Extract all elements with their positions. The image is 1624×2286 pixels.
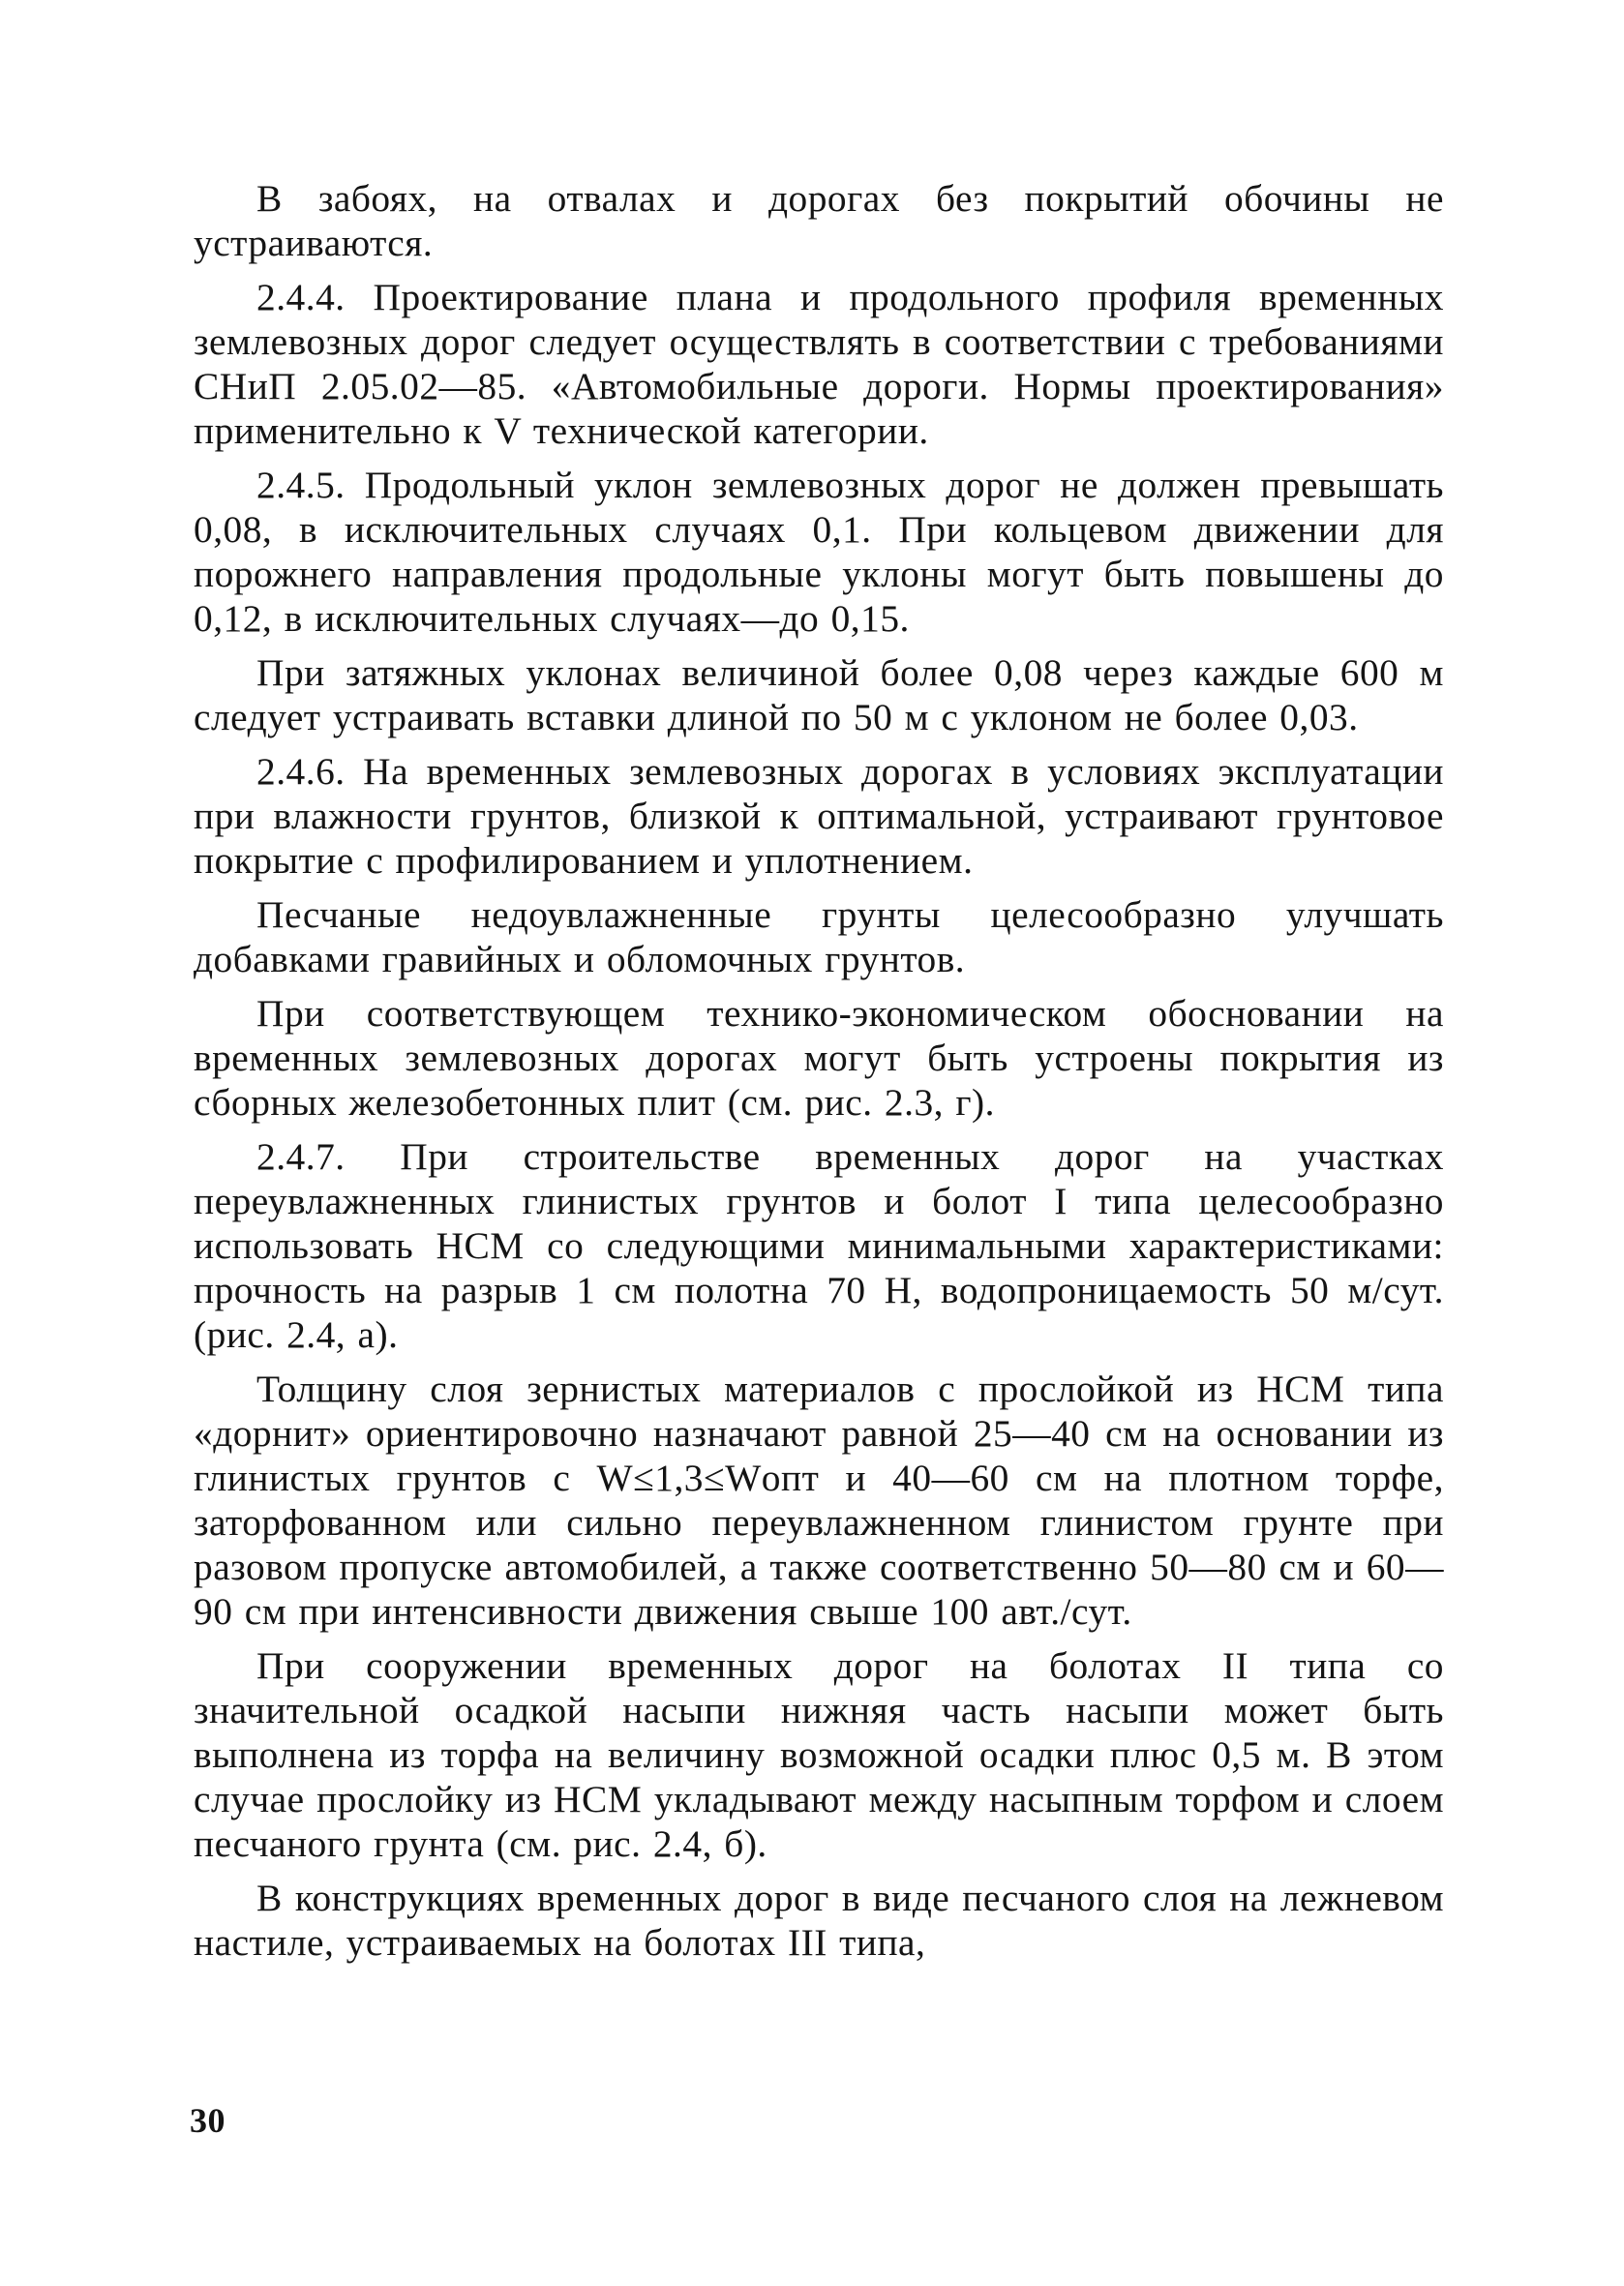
paragraph-type-ii-bogs: При сооружении временных дорог на болотах II типа со значительной осадкой насыпи нижняя часть насыпи может быть выполнена из торфа на величину возможной осадки плюс 0,5 м. В этом случае прослойку из НСМ укладывают между насыпным торфом и слоем песчаного грунта (см. рис. 2.4, б).	[194, 1644, 1444, 1865]
paragraph-2-4-4-design-plan: 2.4.4. Проектирование плана и продольного профиля временных землевозных дорог следует осуществлять в соответствии с требованиями СНиП 2.05.02—85. «Автомобильные дороги. Нормы проектирования» применительно к V технической категории.	[194, 276, 1444, 452]
paragraph-type-iii-bogs: В конструкциях временных дорог в виде песчаного слоя на лежневом настиле, устраиваемых на болотах III типа,	[194, 1877, 1444, 1964]
paragraph-2-4-6-soil-cover: 2.4.6. На временных землевозных дорогах в условиях эксплуатации при влажности грунтов, близкой к оптимальной, устраивают грунтовое покрытие с профилированием и уплотнением.	[194, 750, 1444, 882]
paragraph-2-4-5-longitudinal-slope: 2.4.5. Продольный уклон землевозных дорог не должен превышать 0,08, в исключительных случаях 0,1. При кольцевом движении для порожнего направления продольные уклоны могут быть повышены до 0,12, в исключительных случаях—до 0,15.	[194, 464, 1444, 640]
page-text-block	[194, 176, 1444, 2102]
paragraph-concrete-slabs: При соответствующем технико-экономическом обосновании на временных землевозных дорогах могут быть устроены покрытия из сборных железобетонных плит (см. рис. 2.3, г).	[194, 992, 1444, 1124]
paragraph-roadside-shoulders: В забоях, на отвалах и дорогах без покрытий обочины не устраиваются.	[194, 177, 1444, 264]
paragraph-sandy-soils: Песчаные недоувлажненные грунты целесообразно улучшать добавками гравийных и обломочных грунтов.	[194, 893, 1444, 980]
paragraph-long-slopes-inserts: При затяжных уклонах величиной более 0,08 через каждые 600 м следует устраивать вставки длиной по 50 м с уклоном не более 0,03.	[194, 651, 1444, 738]
page-number: 30	[190, 2101, 226, 2140]
paragraph-2-4-7-nsm-use: 2.4.7. При строительстве временных дорог на участках переувлажненных глинистых грунтов и болот I типа целесообразно использовать НСМ со следующими минимальными характеристиками: прочность на разрыв 1 см полотна 70 Н, водопроницаемость 50 м/сут. (рис. 2.4, а).	[194, 1135, 1444, 1356]
paragraph-layer-thickness: Толщину слоя зернистых материалов с прослойкой из НСМ типа «дорнит» ориентировочно назначают равной 25—40 см на основании из глинистых грунтов с W≤1,3≤Wопт и 40—60 см на плотном торфе, заторфованном или сильно переувлажненном глинистом грунте при разовом пропуске автомобилей, а также соответственно 50—80 см и 60—90 см при интенсивности движения свыше 100 авт./сут.	[194, 1368, 1444, 1633]
